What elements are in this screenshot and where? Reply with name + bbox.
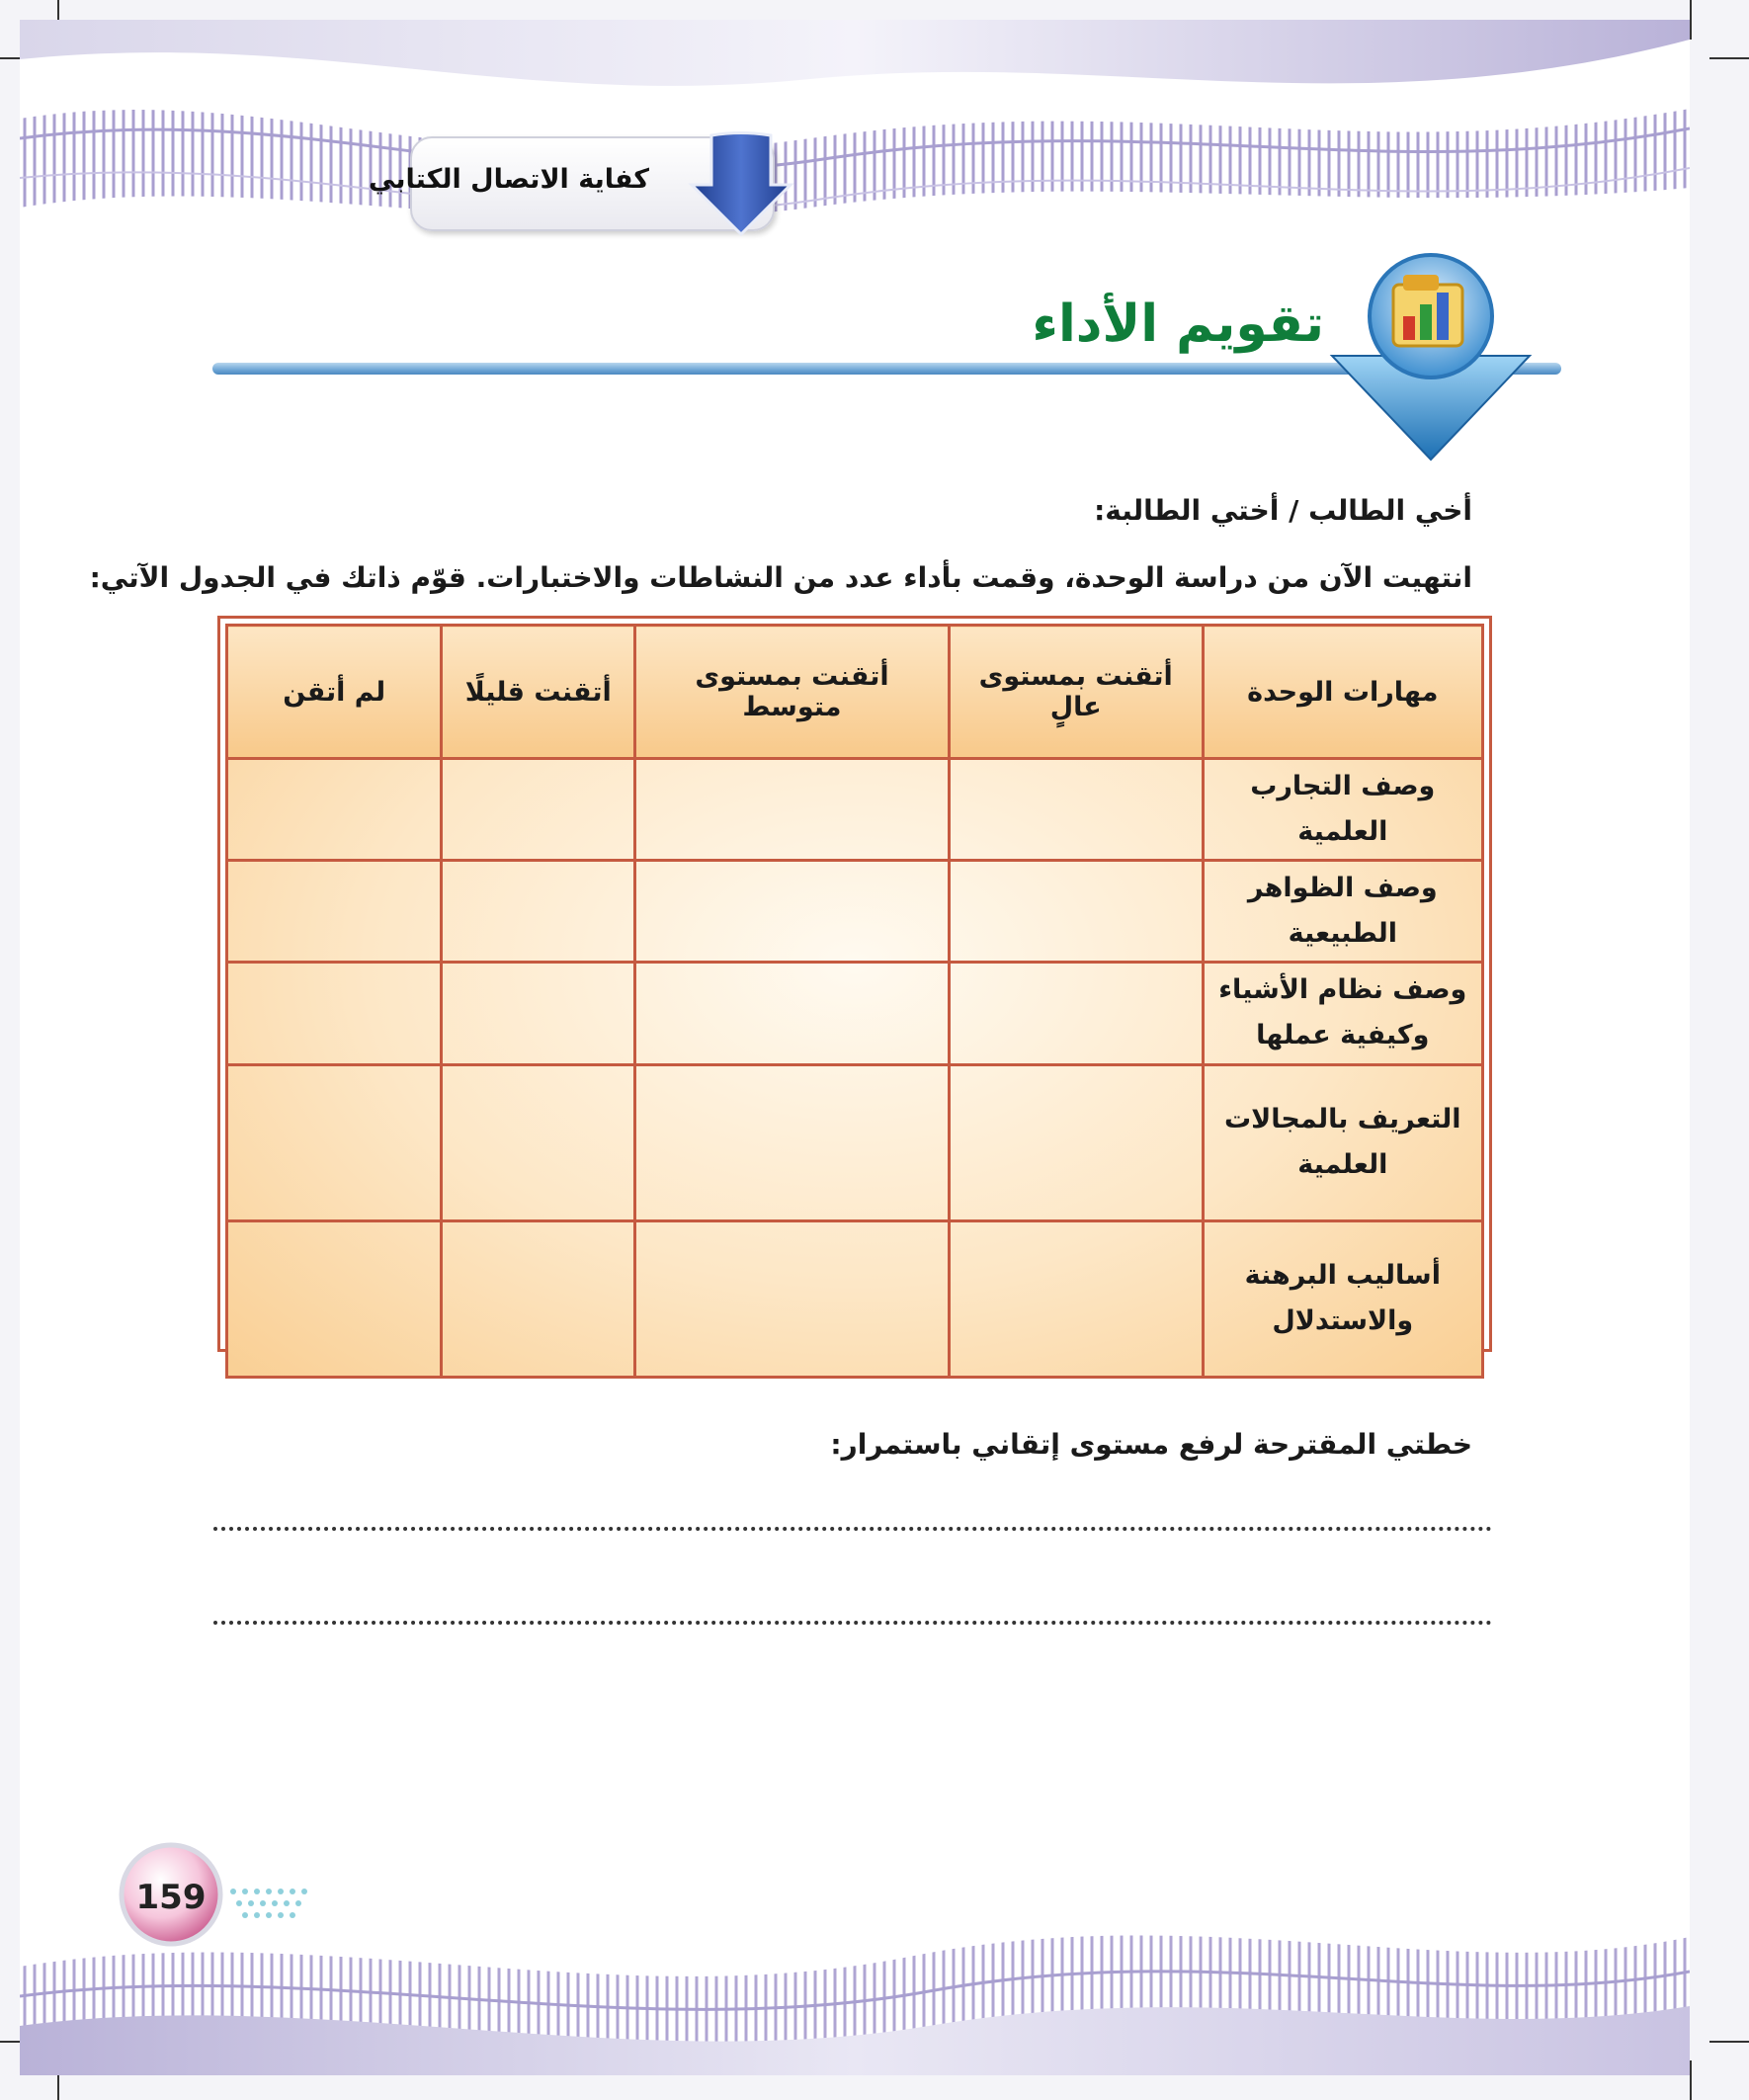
rating-cell-none[interactable]	[227, 759, 442, 861]
evaluation-chart-icon	[1322, 247, 1540, 474]
table-header-row	[227, 626, 1483, 759]
top-wave-decoration	[20, 20, 1690, 277]
skill-line: وكيفية عملها	[1256, 1020, 1430, 1051]
rating-cell-high[interactable]	[949, 759, 1203, 861]
rating-cell-low[interactable]	[442, 860, 635, 962]
skill-line: أساليب البرهنة	[1244, 1260, 1441, 1292]
rating-cell-medium[interactable]	[635, 860, 950, 962]
textbook-page	[20, 20, 1690, 2075]
rating-cell-high[interactable]	[949, 1220, 1203, 1377]
skill-cell	[1203, 759, 1482, 861]
section-title: تقويم الأداء	[1032, 294, 1324, 354]
rating-cell-medium[interactable]	[635, 1064, 950, 1220]
rating-cell-low[interactable]	[442, 759, 635, 861]
column-header-not-mastered: لم أتقن	[227, 626, 442, 759]
column-header-low-mastery: أتقنت قليلًا	[442, 626, 635, 759]
table-row	[227, 759, 1483, 861]
rating-cell-high[interactable]	[949, 1064, 1203, 1220]
rating-cell-none[interactable]	[227, 1064, 442, 1220]
down-arrow-icon	[687, 130, 795, 239]
crop-mark	[1709, 2041, 1749, 2043]
skill-cell	[1203, 1064, 1482, 1220]
self-evaluation-table-frame	[217, 616, 1492, 1352]
rating-cell-medium[interactable]	[635, 759, 950, 861]
table-row	[227, 860, 1483, 962]
plan-writing-line-2[interactable]	[213, 1621, 1492, 1625]
column-header-high-mastery: أتقنت بمستوى عالٍ	[949, 626, 1203, 759]
greeting-text: أخي الطالب / أختي الطالبة:	[1094, 494, 1472, 527]
skill-cell	[1203, 860, 1482, 962]
page-number: 159	[135, 1878, 207, 1917]
column-header-medium-mastery: أتقنت بمستوى متوسط	[635, 626, 950, 759]
table-row	[227, 1220, 1483, 1377]
rating-cell-none[interactable]	[227, 860, 442, 962]
rating-cell-low[interactable]	[442, 962, 635, 1064]
skill-line: العلمية	[1297, 1149, 1388, 1181]
rating-cell-low[interactable]	[442, 1064, 635, 1220]
skill-line: وصف الظواهر الطبيعية	[1247, 872, 1438, 949]
rating-cell-high[interactable]	[949, 962, 1203, 1064]
crop-mark	[1690, 0, 1692, 40]
rating-cell-medium[interactable]	[635, 1220, 950, 1377]
rating-cell-none[interactable]	[227, 1220, 442, 1377]
skill-line: وصف التجارب العلمية	[1250, 771, 1436, 847]
rating-cell-high[interactable]	[949, 860, 1203, 962]
plan-writing-line-1[interactable]	[213, 1527, 1492, 1531]
rating-cell-none[interactable]	[227, 962, 442, 1064]
skill-line: التعريف بالمجالات	[1224, 1104, 1461, 1135]
instruction-text: انتهيت الآن من دراسة الوحدة، وقمت بأداء عدد من النشاطات والاختبارات. قوّم ذاتك في الجدول الآتي:	[89, 561, 1472, 594]
plan-label: خطتي المقترحة لرفع مستوى إتقاني باستمرار:	[830, 1428, 1472, 1461]
skill-cell	[1203, 1220, 1482, 1377]
skill-line: والاستدلال	[1272, 1305, 1414, 1337]
table-row	[227, 1064, 1483, 1220]
rating-cell-medium[interactable]	[635, 962, 950, 1064]
rating-cell-low[interactable]	[442, 1220, 635, 1377]
skill-line: وصف نظام الأشياء	[1218, 974, 1467, 1006]
crop-mark	[1690, 2060, 1692, 2100]
header-tab-label: كفاية الاتصال الكتابي	[369, 164, 649, 195]
crop-mark	[1709, 57, 1749, 59]
table-row	[227, 962, 1483, 1064]
skill-cell	[1203, 962, 1482, 1064]
column-header-skills: مهارات الوحدة	[1203, 626, 1482, 759]
self-evaluation-table	[225, 624, 1484, 1379]
